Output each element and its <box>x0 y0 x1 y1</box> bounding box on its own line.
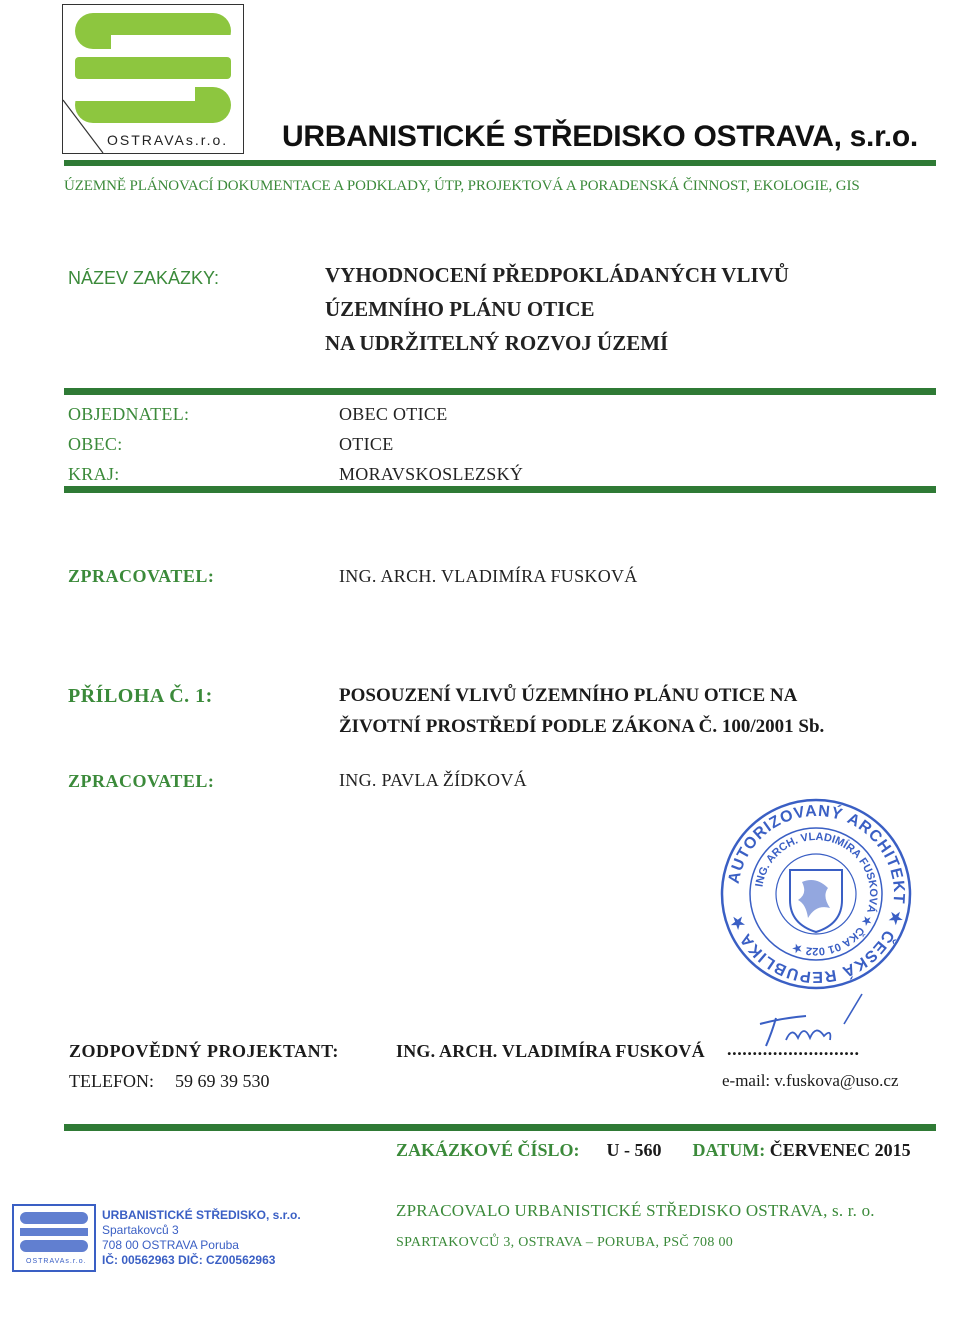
company-name: URBANISTICKÉ STŘEDISKO OSTRAVA, s.r.o. <box>282 120 918 153</box>
logo-text: OSTRAVAs.r.o. <box>107 132 229 148</box>
logo-s-icon <box>63 5 243 153</box>
activities-line: ÚZEMNĚ PLÁNOVACÍ DOKUMENTACE A PODKLADY, ÚTP, PROJEKTOVÁ A PORADENSKÁ ČINNOST, EKOLOGIE, GIS <box>64 178 860 194</box>
project-title <box>325 258 789 360</box>
project-title-line: ÚZEMNÍHO PLÁNU OTICE <box>325 297 595 321</box>
attachment-processor-label: ZPRACOVATEL: <box>68 771 215 791</box>
stamp-mini-logo: OSTRAVAs.r.o. <box>26 1258 87 1265</box>
signature-dots: .......................... <box>727 1039 860 1059</box>
client-block <box>68 404 868 494</box>
attachment-label: PŘÍLOHA Č. 1: <box>68 685 213 707</box>
divider-order <box>64 1124 936 1131</box>
email-label: e-mail: <box>722 1071 771 1090</box>
date-label: DATUM: <box>692 1140 766 1160</box>
stamp-address <box>102 1208 301 1268</box>
stamp-line: URBANISTICKÉ STŘEDISKO, s.r.o. <box>102 1208 301 1222</box>
client-row <box>68 404 868 434</box>
header-bar <box>64 160 936 166</box>
company-logo <box>62 4 244 154</box>
order-number: U - 560 <box>606 1140 662 1160</box>
phone-number: 59 69 39 530 <box>175 1071 270 1091</box>
project-label: NÁZEV ZAKÁZKY: <box>68 268 220 288</box>
footer-line-1: ZPRACOVALO URBANISTICKÉ STŘEDISKO OSTRAVA, s. r. o. <box>396 1201 875 1220</box>
project-title-line: NA UDRŽITELNÝ ROZVOJ ÚZEMÍ <box>325 331 669 355</box>
stamp-inner-text: ING. ARCH. VLADIMÍRA FUSKOVÁ ★ ČKA 01 022 ★ <box>753 830 880 958</box>
stamp-outer-text: AUTORIZOVANÝ ARCHITEKT ★ ČESKÁ REPUBLIKA ★ <box>725 802 908 986</box>
coat-of-arms-icon <box>790 870 842 932</box>
stamp-line: Spartakovců 3 <box>102 1223 179 1237</box>
architect-stamp <box>718 796 914 992</box>
order-number-label: ZAKÁZKOVÉ ČÍSLO: <box>396 1140 580 1160</box>
attachment-title-line: ŽIVOTNÍ PROSTŘEDÍ PODLE ZÁKONA Č. 100/2001 Sb. <box>339 716 825 737</box>
phone-label: TELEFON: <box>69 1071 154 1091</box>
phone-line <box>69 1071 270 1092</box>
processor-value: ING. ARCH. VLADIMÍRA FUSKOVÁ <box>339 566 638 586</box>
project-title-line: VYHODNOCENÍ PŘEDPOKLÁDANÝCH VLIVŮ <box>325 263 789 287</box>
footer-line-2: SPARTAKOVCŮ 3, OSTRAVA – PORUBA, PSČ 708 00 <box>396 1235 734 1250</box>
municipality-label: OBEC: <box>68 434 123 454</box>
email-address[interactable]: v.fuskova@uso.cz <box>774 1071 899 1090</box>
stamp-line: IČ: 00562963 DIČ: CZ00562963 <box>102 1253 276 1267</box>
responsible-label: ZODPOVĚDNÝ PROJEKTANT: <box>69 1041 339 1061</box>
region-value: MORAVSKOSLEZSKÝ <box>339 464 524 484</box>
attachment-title-line: POSOUZENÍ VLIVŮ ÚZEMNÍHO PLÁNU OTICE NA <box>339 685 798 706</box>
divider-top <box>64 388 936 395</box>
municipality-value: OTICE <box>339 434 394 454</box>
municipality-row <box>68 434 868 464</box>
email-line <box>722 1071 899 1091</box>
divider-bottom <box>64 486 936 493</box>
responsible-name: ING. ARCH. VLADIMÍRA FUSKOVÁ <box>396 1041 705 1061</box>
company-rubber-stamp <box>12 1202 322 1274</box>
date-value: ČERVENEC 2015 <box>769 1140 911 1160</box>
client-label: OBJEDNATEL: <box>68 404 190 424</box>
region-label: KRAJ: <box>68 464 120 484</box>
stamp-line: 708 00 OSTRAVA Poruba <box>102 1238 239 1252</box>
attachment-processor-value: ING. PAVLA ŽÍDKOVÁ <box>339 770 527 790</box>
client-value: OBEC OTICE <box>339 404 448 424</box>
order-line <box>396 1140 911 1161</box>
attachment-title <box>339 680 824 742</box>
processor-label: ZPRACOVATEL: <box>68 566 215 586</box>
